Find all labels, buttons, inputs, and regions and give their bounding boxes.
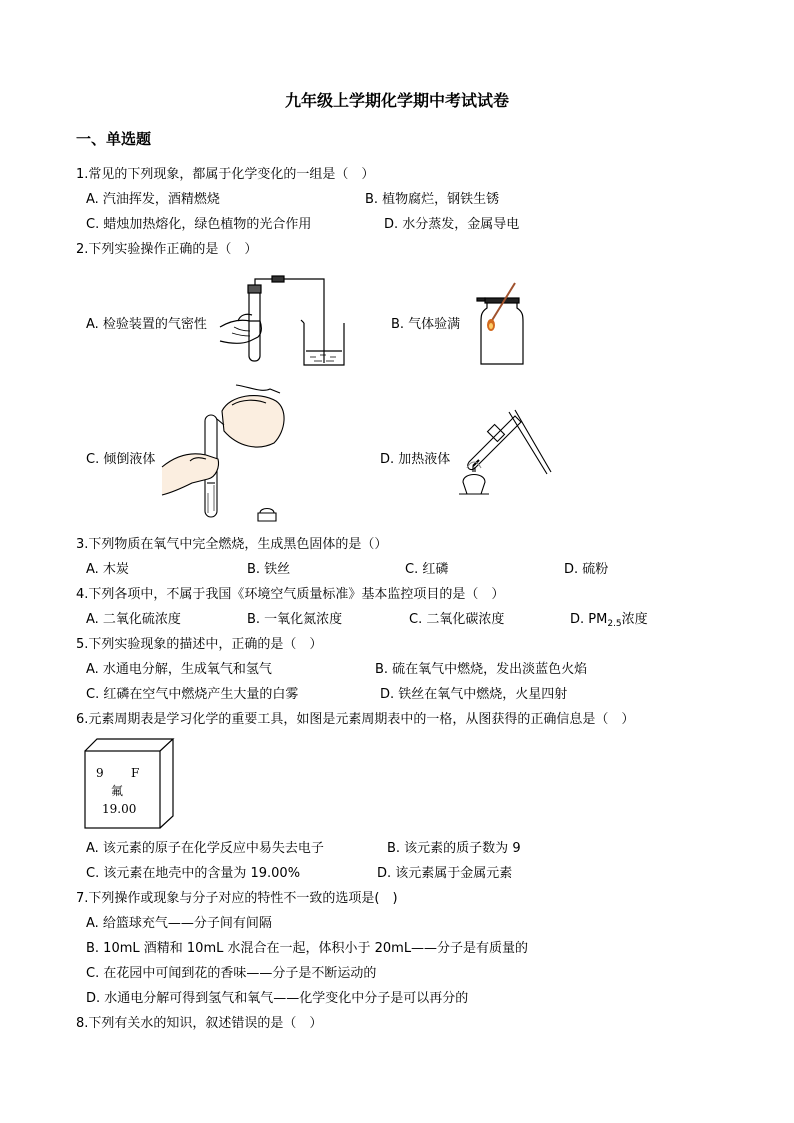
- question-5-stem: 5.下列实验现象的描述中，正确的是（ ）: [76, 637, 323, 652]
- question-2-option-d: D. 加热液体: [380, 452, 451, 467]
- question-7-option-a: A. 给篮球充气——分子间有间隔: [86, 916, 272, 931]
- pouring-liquid-illustration: [162, 385, 292, 525]
- option-d-prefix: D. PM: [570, 612, 608, 627]
- question-4-option-b: B. 一氧化氮浓度: [247, 612, 343, 627]
- element-atomic-number: 9: [96, 766, 104, 780]
- question-6-option-d: D. 该元素属于金属元素: [377, 866, 513, 881]
- question-5-option-d: D. 铁丝在氧气中燃烧，火星四射: [380, 687, 568, 702]
- element-atomic-mass: 19.00: [102, 802, 137, 816]
- question-4-option-a: A. 二氧化硫浓度: [86, 612, 181, 627]
- question-5-option-b: B. 硫在氧气中燃烧，发出淡蓝色火焰: [375, 662, 588, 677]
- question-6-option-b: B. 该元素的质子数为 9: [387, 841, 521, 856]
- question-4-stem: 4.下列各项中，不属于我国《环境空气质量标准》基本监控项目的是（ ）: [76, 587, 505, 602]
- question-6-option-c: C. 该元素在地壳中的含量为 19.00%: [86, 866, 301, 881]
- question-2-option-a: A. 检验装置的气密性: [86, 317, 207, 332]
- periodic-table-tile: [84, 738, 176, 830]
- question-7-option-d: D. 水通电分解可得到氢气和氧气——化学变化中分子是可以再分的: [86, 991, 469, 1006]
- gas-fullness-test-illustration: [473, 278, 533, 370]
- page-title: 九年级上学期化学期中考试试卷: [284, 91, 509, 110]
- question-5-option-a: A. 水通电分解，生成氧气和氢气: [86, 662, 272, 677]
- option-d-subscript: 2.5: [607, 619, 622, 629]
- option-d-suffix: 浓度: [621, 612, 648, 627]
- question-7-option-c: C. 在花园中可闻到花的香味——分子是不断运动的: [86, 966, 377, 981]
- element-symbol: F: [131, 766, 140, 780]
- question-1-option-c: C. 蜡烛加热熔化，绿色植物的光合作用: [86, 217, 312, 232]
- element-name: 氟: [111, 784, 124, 798]
- question-1-option-b: B. 植物腐烂，钢铁生锈: [365, 192, 500, 207]
- question-4-option-d: [570, 608, 648, 629]
- question-2-stem: 2.下列实验操作正确的是（ ）: [76, 242, 258, 257]
- question-8-stem: 8.下列有关水的知识，叙述错误的是（ ）: [76, 1016, 323, 1031]
- question-3-option-b: B. 铁丝: [247, 562, 291, 577]
- heating-liquid-illustration: [455, 410, 555, 500]
- question-6-stem: 6.元素周期表是学习化学的重要工具，如图是元素周期表中的一格，从图获得的正确信息是（ ）: [76, 712, 635, 727]
- question-3-option-d: D. 硫粉: [564, 562, 609, 577]
- question-6-option-a: A. 该元素的原子在化学反应中易失去电子: [86, 841, 324, 856]
- question-1-option-d: D. 水分蒸发，金属导电: [384, 217, 520, 232]
- airtightness-check-illustration: [220, 275, 355, 370]
- question-4-option-c: C. 二氧化碳浓度: [409, 612, 505, 627]
- question-2-option-b: B. 气体验满: [391, 317, 461, 332]
- question-1-option-a: A. 汽油挥发，酒精燃烧: [86, 192, 220, 207]
- question-7-stem: 7.下列操作或现象与分子对应的特性不一致的选项是( ): [76, 891, 398, 906]
- question-5-option-c: C. 红磷在空气中燃烧产生大量的白雾: [86, 687, 299, 702]
- question-2-option-c: C. 倾倒液体: [86, 452, 156, 467]
- question-3-option-c: C. 红磷: [405, 562, 449, 577]
- question-3-option-a: A. 木炭: [86, 562, 129, 577]
- question-1-stem: 1.常见的下列现象，都属于化学变化的一组是（ ）: [76, 167, 375, 182]
- question-3-stem: 3.下列物质在氧气中完全燃烧，生成黑色固体的是（）: [76, 537, 388, 552]
- section-heading: 一、单选题: [76, 130, 152, 148]
- question-7-option-b: B. 10mL 酒精和 10mL 水混合在一起，体积小于 20mL——分子是有质量的: [86, 941, 529, 956]
